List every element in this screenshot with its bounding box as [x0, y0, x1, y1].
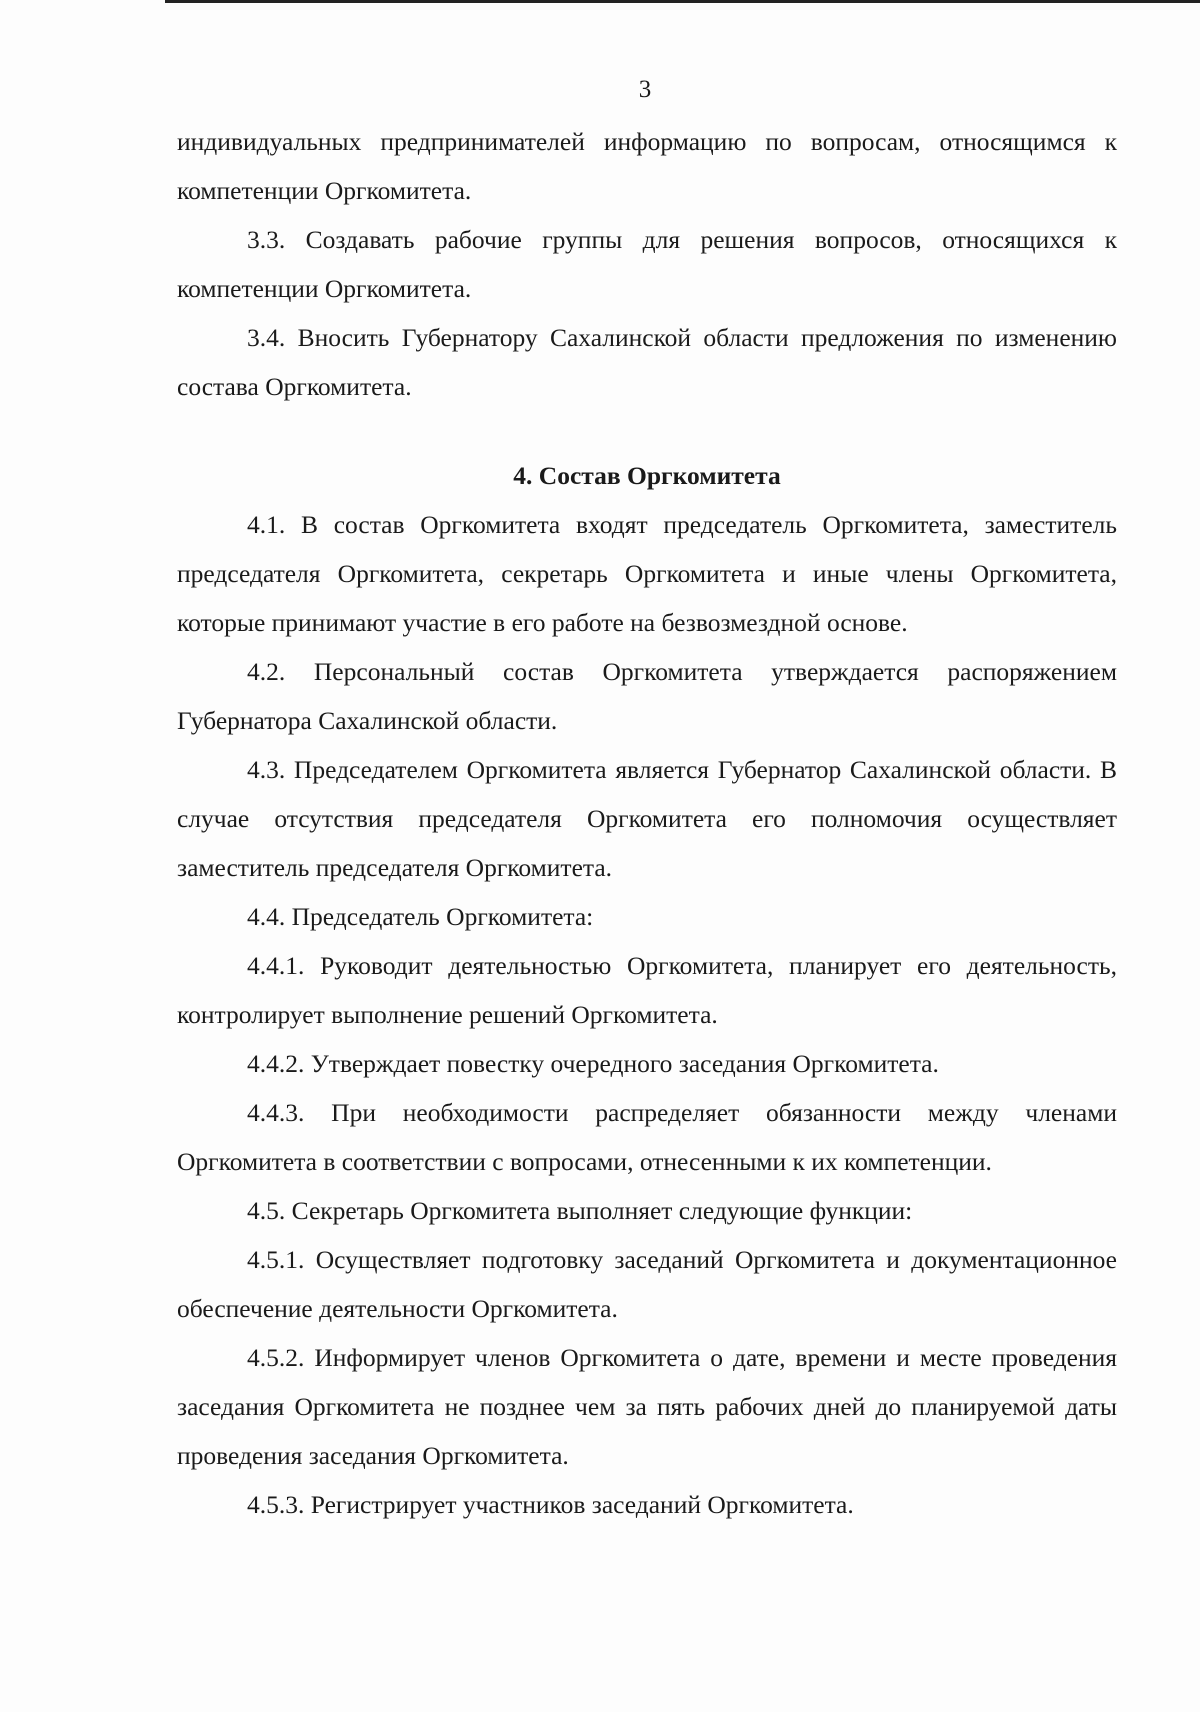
paragraph-4-4-3: 4.4.3. При необходимости распределяет обязанности между членами Оргкомитета в соответствии с вопросами, отнесенными к их компетенции.: [177, 1098, 1117, 1176]
paragraph-continuation: индивидуальных предпринимателей информацию по вопросам, относящимся к компетенции Оргкомитета.: [177, 127, 1117, 205]
paragraph-4-5-1: 4.5.1. Осуществляет подготовку заседаний Оргкомитета и документационное обеспечение деятельности Оргкомитета.: [177, 1245, 1117, 1323]
paragraph-4-2: 4.2. Персональный состав Оргкомитета утверждается распоряжением Губернатора Сахалинской области.: [177, 657, 1117, 735]
paragraph-4-5-3: 4.5.3. Регистрирует участников заседаний Оргкомитета.: [247, 1490, 854, 1519]
paragraph-4-4-2: 4.4.2. Утверждает повестку очередного заседания Оргкомитета.: [247, 1049, 939, 1078]
paragraph-4-5-2: 4.5.2. Информирует членов Оргкомитета о дате, времени и месте проведения заседания Оргкомитета не позднее чем за пять рабочих дней до планируемой даты проведения заседания Оргкомитета.: [177, 1343, 1117, 1470]
page-number: 3: [638, 76, 652, 103]
paragraph-4-1: 4.1. В состав Оргкомитета входят председатель Оргкомитета, заместитель председателя Оргкомитета, секретарь Оргкомитета и иные члены Оргкомитета, которые принимают участие в его работе на безвозмездной основе.: [177, 510, 1117, 637]
paragraph-3-3: 3.3. Создавать рабочие группы для решения вопросов, относящихся к компетенции Оргкомитета.: [177, 225, 1117, 303]
top-border-line: [165, 0, 1200, 3]
section-heading: 4. Состав Оргкомитета: [513, 461, 781, 490]
paragraph-4-5: 4.5. Секретарь Оргкомитета выполняет следующие функции:: [247, 1196, 913, 1225]
paragraph-4-3: 4.3. Председателем Оргкомитета является Губернатор Сахалинской области. В случае отсутствия председателя Оргкомитета его полномочия осуществляет заместитель председателя Оргкомитета.: [177, 755, 1117, 882]
paragraph-4-4: 4.4. Председатель Оргкомитета:: [247, 902, 594, 931]
paragraph-3-4: 3.4. Вносить Губернатору Сахалинской области предложения по изменению состава Оргкомитета.: [177, 323, 1117, 401]
document-body: [177, 117, 1117, 1529]
paragraph-4-4-1: 4.4.1. Руководит деятельностью Оргкомитета, планирует его деятельность, контролирует выполнение решений Оргкомитета.: [177, 951, 1117, 1029]
